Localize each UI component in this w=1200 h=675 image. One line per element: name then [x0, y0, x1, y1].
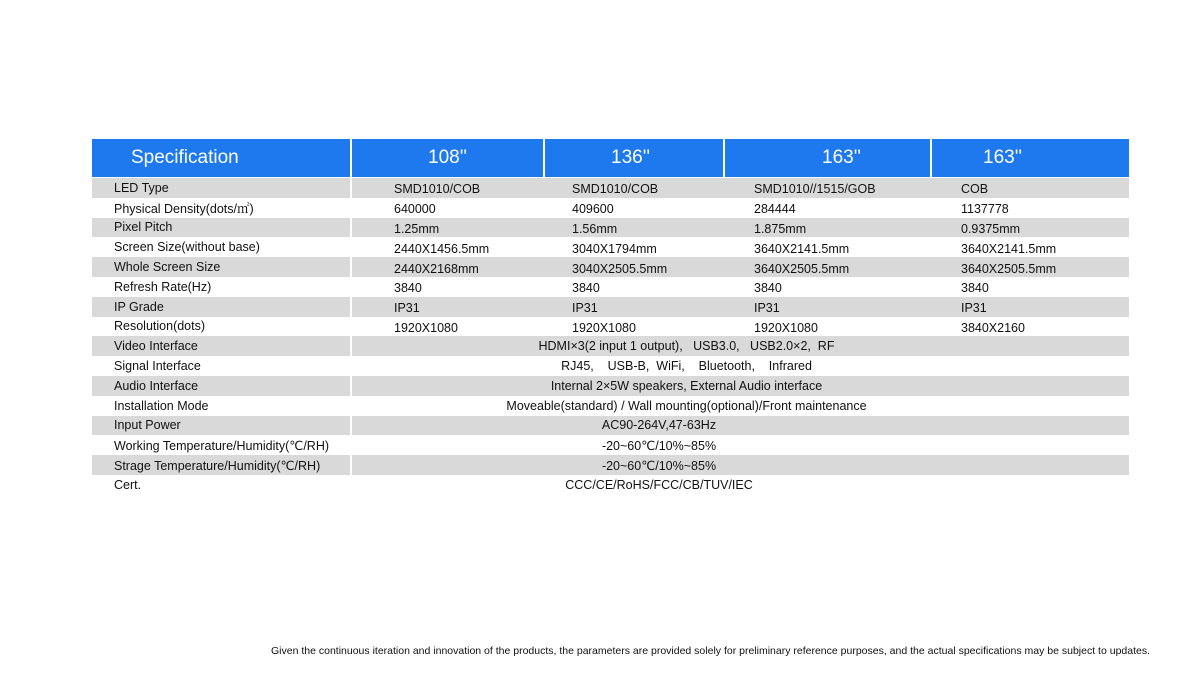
row-label: Whole Screen Size — [114, 260, 221, 275]
table-cell: IP31 — [754, 301, 780, 316]
row-label: LED Type — [114, 180, 169, 195]
table-cell: 0.9375mm — [961, 221, 1021, 236]
table-cell-merged: AC90-264V,47-63Hz — [601, 418, 717, 433]
row-label: Resolution(dots) — [114, 319, 206, 334]
table-row — [92, 396, 1129, 416]
table-row — [92, 416, 1129, 436]
header-136: 136'' — [543, 139, 723, 177]
row-label: Installation Mode — [114, 398, 209, 413]
table-row — [92, 178, 1129, 198]
table-row — [92, 297, 1129, 317]
table-cell: IP31 — [961, 301, 987, 316]
table-cell: 3040X2505.5mm — [572, 261, 668, 276]
table-cell: 640000 — [394, 202, 436, 217]
row-label: Physical Density(dots/㎡) — [114, 201, 254, 216]
table-cell: 3840X2160 — [961, 320, 1025, 335]
table-cell: 3840 — [572, 281, 600, 296]
row-label: Pixel Pitch — [114, 220, 173, 235]
table-header — [92, 139, 1129, 177]
table-row — [92, 356, 1129, 376]
table-cell-merged: HDMI×3(2 input 1 output), USB3.0, USB2.0×2, RF — [538, 339, 835, 354]
table-cell-merged: CCC/CE/RoHS/FCC/CB/TUV/IEC — [565, 477, 753, 492]
row-label: Cert. — [114, 477, 142, 492]
table-cell: 3040X1794mm — [572, 241, 657, 256]
row-label: Refresh Rate(Hz) — [114, 279, 212, 294]
table-cell: 3640X2505.5mm — [754, 261, 850, 276]
header-163-b: 163'' — [930, 139, 1129, 177]
table-cell: 1920X1080 — [394, 320, 458, 335]
table-row — [92, 435, 1129, 455]
table-cell: 1.56mm — [572, 221, 618, 236]
table-cell: 3840 — [754, 281, 782, 296]
table-row — [92, 317, 1129, 337]
table-cell: 3840 — [394, 281, 422, 296]
table-cell: IP31 — [572, 301, 598, 316]
table-row — [92, 336, 1129, 356]
table-cell-merged: -20~60℃/10%~85% — [601, 458, 717, 473]
table-row — [92, 277, 1129, 297]
table-cell: 2440X2168mm — [394, 261, 479, 276]
table-cell: 1.25mm — [394, 221, 440, 236]
table-cell: 284444 — [754, 202, 796, 217]
table-cell: 3640X2505.5mm — [961, 261, 1057, 276]
table-cell: 1.875mm — [754, 221, 807, 236]
disclaimer-text: Given the continuous iteration and innovation of the products, the parameters are provided solely for preliminary reference purposes, and the actual specifications may be subject to updates. — [271, 645, 1151, 657]
header-163-a: 163'' — [723, 139, 930, 177]
spec-table — [92, 139, 1129, 495]
table-cell-merged: -20~60℃/10%~85% — [601, 438, 717, 453]
table-cell-merged: Moveable(standard) / Wall mounting(optional)/Front maintenance — [506, 398, 867, 413]
table-cell: SMD1010/COB — [572, 182, 659, 197]
header-108: 108'' — [350, 139, 543, 177]
row-label: Strage Temperature/Humidity(℃/RH) — [114, 458, 321, 473]
row-label: Signal Interface — [114, 359, 201, 374]
table-body — [92, 178, 1129, 495]
row-label: Input Power — [114, 418, 181, 433]
row-label: IP Grade — [114, 299, 164, 314]
table-row — [92, 455, 1129, 475]
table-cell-merged: Internal 2×5W speakers, External Audio interface — [550, 378, 823, 393]
row-label: Working Temperature/Humidity(℃/RH) — [114, 438, 330, 453]
row-label: Audio Interface — [114, 378, 199, 393]
table-row — [92, 198, 1129, 218]
table-cell: COB — [961, 182, 989, 197]
header-specification: Specification — [131, 147, 239, 168]
table-cell-merged: RJ45, USB-B, WiFi, Bluetooth, Infrared — [561, 359, 812, 374]
table-cell: 1137778 — [961, 202, 1009, 217]
table-cell: 1920X1080 — [572, 320, 636, 335]
table-row — [92, 475, 1129, 495]
row-label: Video Interface — [114, 339, 198, 354]
table-cell: 2440X1456.5mm — [394, 241, 490, 256]
table-row — [92, 257, 1129, 277]
table-cell: SMD1010//1515/GOB — [754, 182, 876, 197]
table-cell: 3840 — [961, 281, 989, 296]
table-cell: 1920X1080 — [754, 320, 818, 335]
table-cell: IP31 — [394, 301, 420, 316]
table-row — [92, 376, 1129, 396]
table-cell: 3640X2141.5mm — [754, 241, 850, 256]
table-cell: SMD1010/COB — [394, 182, 481, 197]
table-cell: 3640X2141.5mm — [961, 241, 1057, 256]
table-row — [92, 218, 1129, 238]
table-row — [92, 237, 1129, 257]
table-cell: 409600 — [572, 202, 614, 217]
row-label: Screen Size(without base) — [114, 240, 260, 255]
